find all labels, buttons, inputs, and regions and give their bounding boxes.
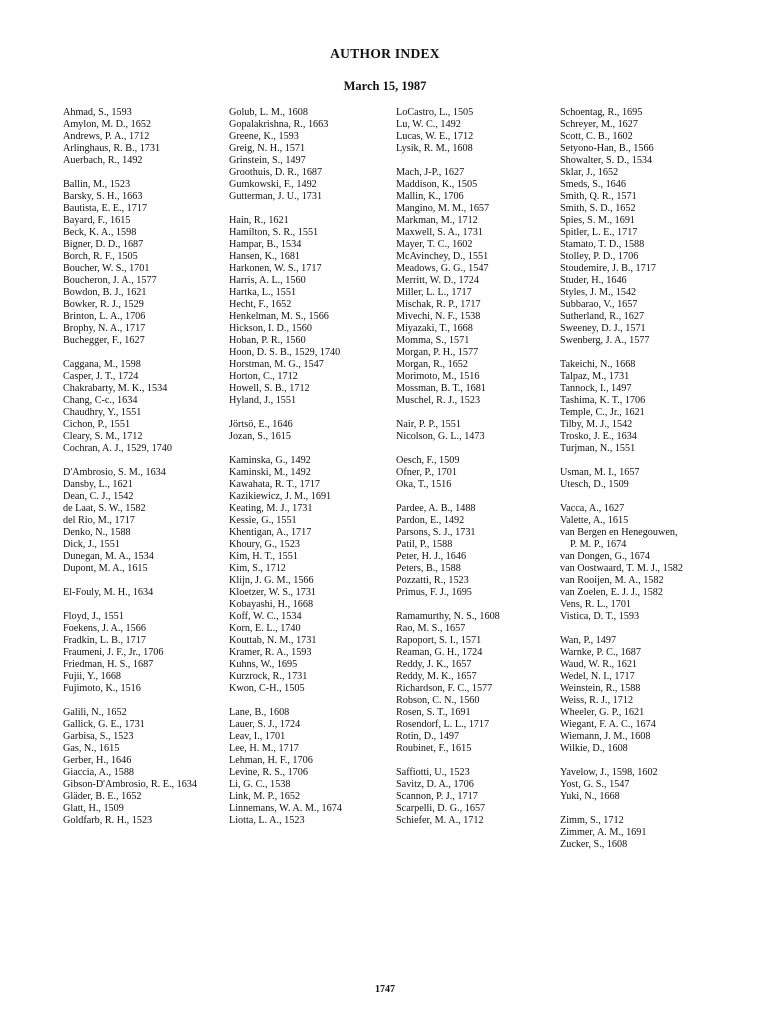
author-entry: Gibson-D'Ambrosio, R. E., 1634 bbox=[63, 779, 197, 790]
author-entry: Barsky, S. H., 1663 bbox=[63, 191, 143, 202]
author-entry: D'Ambrosio, S. M., 1634 bbox=[63, 467, 166, 478]
letter-group bbox=[560, 635, 760, 755]
author-entry: Mallin, K., 1706 bbox=[396, 191, 464, 202]
author-entry: Wiemann, J. M., 1608 bbox=[560, 731, 651, 742]
author-entry: Lehman, H. F., 1706 bbox=[229, 755, 313, 766]
author-entry: Harris, A. L., 1560 bbox=[229, 275, 306, 286]
author-entry: Oesch, F., 1509 bbox=[396, 455, 460, 466]
author-entry: Beck, K. A., 1598 bbox=[63, 227, 137, 238]
letter-group bbox=[229, 419, 419, 443]
author-entry: Kessie, G., 1551 bbox=[229, 515, 297, 526]
letter-group bbox=[396, 455, 586, 491]
author-entry: Lane, B., 1608 bbox=[229, 707, 290, 718]
author-entry: Hyland, J., 1551 bbox=[229, 395, 297, 406]
author-entry: Parsons, S. J., 1731 bbox=[396, 527, 476, 538]
letter-group bbox=[560, 815, 760, 851]
page-number: 1747 bbox=[375, 984, 395, 995]
author-entry: Lu, W. C., 1492 bbox=[396, 119, 461, 130]
letter-group bbox=[396, 611, 586, 755]
author-entry: Andrews, P. A., 1712 bbox=[63, 131, 150, 142]
author-entry: Turjman, N., 1551 bbox=[560, 443, 636, 454]
author-entry: Rosendorf, L. L., 1717 bbox=[396, 719, 490, 730]
author-entry: Greene, K., 1593 bbox=[229, 131, 299, 142]
author-entry: Fradkin, L. B., 1717 bbox=[63, 635, 146, 646]
author-entry: Amylon, M. D., 1652 bbox=[63, 119, 152, 130]
author-entry: Caggana, M., 1598 bbox=[63, 359, 141, 370]
author-entry: Vacca, A., 1627 bbox=[560, 503, 625, 514]
author-entry: Foekens, J. A., 1566 bbox=[63, 623, 146, 634]
author-entry: P. M. P., 1674 bbox=[570, 539, 627, 550]
author-entry: Leav, I., 1701 bbox=[229, 731, 286, 742]
author-entry: Wiegant, F. A. C., 1674 bbox=[560, 719, 656, 730]
author-entry: Lucas, W. E., 1712 bbox=[396, 131, 474, 142]
author-entry: Wedel, N. I., 1717 bbox=[560, 671, 635, 682]
author-entry: Meadows, G. G., 1547 bbox=[396, 263, 489, 274]
author-entry: Kramer, R. A., 1593 bbox=[229, 647, 312, 658]
author-entry: Friedman, H. S., 1687 bbox=[63, 659, 154, 670]
author-entry: LoCastro, L., 1505 bbox=[396, 107, 474, 118]
author-entry: Levine, R. S., 1706 bbox=[229, 767, 308, 778]
author-entry: Fujimoto, K., 1516 bbox=[63, 683, 141, 694]
author-entry: Ahmad, S., 1593 bbox=[63, 107, 132, 118]
author-entry: Spies, S. M., 1691 bbox=[560, 215, 636, 226]
author-entry: Harkonen, W. S., 1717 bbox=[229, 263, 322, 274]
author-entry: Savitz, D. A., 1706 bbox=[396, 779, 474, 790]
author-entry: Hecht, F., 1652 bbox=[229, 299, 292, 310]
author-entry: Bautista, E. E., 1717 bbox=[63, 203, 148, 214]
author-entry: Kobayashi, H., 1668 bbox=[229, 599, 314, 610]
author-entry: Takeichi, N., 1668 bbox=[560, 359, 636, 370]
author-entry: Maddison, K., 1505 bbox=[396, 179, 478, 190]
author-entry: Kazikiewicz, J. M., 1691 bbox=[229, 491, 332, 502]
author-entry: Peter, H. J., 1646 bbox=[396, 551, 467, 562]
author-entry: van Bergen en Henegouwen, bbox=[560, 527, 678, 538]
author-entry: Hamilton, S. R., 1551 bbox=[229, 227, 319, 238]
author-entry: Wheeler, G. P., 1621 bbox=[560, 707, 645, 718]
author-entry: Miller, L. L., 1717 bbox=[396, 287, 472, 298]
author-entry: Rao, M. S., 1657 bbox=[396, 623, 466, 634]
author-entry: Lee, H. M., 1717 bbox=[229, 743, 299, 754]
author-entry: Robson, C. N., 1560 bbox=[396, 695, 480, 706]
author-entry: Peters, B., 1588 bbox=[396, 563, 461, 574]
index-column-3 bbox=[396, 107, 586, 839]
author-entry: Kaminska, G., 1492 bbox=[229, 455, 311, 466]
author-entry: Ofner, P., 1701 bbox=[396, 467, 457, 478]
author-entry: Cichon, P., 1551 bbox=[63, 419, 131, 430]
author-entry: Roubinet, F., 1615 bbox=[396, 743, 472, 754]
author-entry: Swenberg, J. A., 1577 bbox=[560, 335, 650, 346]
author-entry: Chakrabarty, M. K., 1534 bbox=[63, 383, 168, 394]
author-entry: Visticа, D. T., 1593 bbox=[560, 611, 640, 622]
author-entry: Boucheron, J. A., 1577 bbox=[63, 275, 157, 286]
author-entry: Valette, A., 1615 bbox=[560, 515, 629, 526]
author-entry: del Rio, M., 1717 bbox=[63, 515, 135, 526]
author-entry: Li, G. C., 1538 bbox=[229, 779, 291, 790]
author-entry: Fraumeni, J. F., Jr., 1706 bbox=[63, 647, 164, 658]
author-entry: Rosen, S. T., 1691 bbox=[396, 707, 471, 718]
author-entry: Dick, J., 1551 bbox=[63, 539, 120, 550]
letter-group bbox=[63, 359, 253, 455]
author-entry: Gallick, G. E., 1731 bbox=[63, 719, 145, 730]
author-entry: Pardee, A. B., 1488 bbox=[396, 503, 476, 514]
author-entry: Patil, P., 1588 bbox=[396, 539, 453, 550]
letter-group bbox=[63, 179, 253, 347]
author-entry: Greig, N. H., 1571 bbox=[229, 143, 306, 154]
author-entry: Denko, N., 1588 bbox=[63, 527, 131, 538]
author-entry: Garbisa, S., 1523 bbox=[63, 731, 134, 742]
author-entry: Cochran, A. J., 1529, 1740 bbox=[63, 443, 172, 454]
author-entry: Vens, R. L., 1701 bbox=[560, 599, 632, 610]
author-entry: Tilby, M. J., 1542 bbox=[560, 419, 633, 430]
index-column-2 bbox=[229, 107, 419, 839]
author-entry: Lauer, S. J., 1724 bbox=[229, 719, 301, 730]
author-entry: Zimm, S., 1712 bbox=[560, 815, 624, 826]
letter-group bbox=[63, 611, 253, 695]
author-entry: Khentigan, A., 1717 bbox=[229, 527, 312, 538]
author-entry: Lysik, R. M., 1608 bbox=[396, 143, 473, 154]
author-entry: Golub, L. M., 1608 bbox=[229, 107, 308, 118]
author-entry: Gläder, B. E., 1652 bbox=[63, 791, 142, 802]
author-entry: Waud, W. R., 1621 bbox=[560, 659, 638, 670]
author-entry: Chang, C-c., 1634 bbox=[63, 395, 138, 406]
author-entry: Richardson, F. C., 1577 bbox=[396, 683, 493, 694]
author-entry: Goldfarb, R. H., 1523 bbox=[63, 815, 153, 826]
author-entry: Hain, R., 1621 bbox=[229, 215, 289, 226]
author-entry: Hoon, D. S. B., 1529, 1740 bbox=[229, 347, 341, 358]
author-entry: Galili, N., 1652 bbox=[63, 707, 127, 718]
author-entry: Nair, P. P., 1551 bbox=[396, 419, 461, 430]
index-column-4 bbox=[560, 107, 760, 863]
author-entry: Muschel, R. J., 1523 bbox=[396, 395, 481, 406]
author-entry: Groothuis, D. R., 1687 bbox=[229, 167, 323, 178]
author-entry: Boucher, W. S., 1701 bbox=[63, 263, 150, 274]
author-entry: Mivechi, N. F., 1538 bbox=[396, 311, 481, 322]
author-entry: van Zoelen, E. J. J., 1582 bbox=[560, 587, 663, 598]
author-entry: Subbarao, V., 1657 bbox=[560, 299, 638, 310]
author-entry: Morgan, R., 1652 bbox=[396, 359, 468, 370]
author-entry: Mossman, B. T., 1681 bbox=[396, 383, 486, 394]
author-entry: Brinton, L. A., 1706 bbox=[63, 311, 146, 322]
author-entry: Bowdon, B. J., 1621 bbox=[63, 287, 147, 298]
author-entry: Scannon, P. J., 1717 bbox=[396, 791, 478, 802]
author-entry: Nicolson, G. L., 1473 bbox=[396, 431, 485, 442]
author-entry: Chaudhry, Y., 1551 bbox=[63, 407, 142, 418]
author-entry: Dean, C. J., 1542 bbox=[63, 491, 134, 502]
author-entry: Reddy, M. K., 1657 bbox=[396, 671, 477, 682]
author-entry: Miyazaki, T., 1668 bbox=[396, 323, 473, 334]
author-entry: Mangino, M. M., 1657 bbox=[396, 203, 490, 214]
author-entry: Tashima, K. T., 1706 bbox=[560, 395, 646, 406]
author-entry: Buchegger, F., 1627 bbox=[63, 335, 145, 346]
author-entry: Markman, M., 1712 bbox=[396, 215, 478, 226]
author-entry: Hampar, B., 1534 bbox=[229, 239, 302, 250]
author-entry: Tannock, I., 1497 bbox=[560, 383, 632, 394]
author-entry: Trosko, J. E., 1634 bbox=[560, 431, 637, 442]
author-entry: Maxwell, S. A., 1731 bbox=[396, 227, 483, 238]
author-entry: Bowker, R. J., 1529 bbox=[63, 299, 144, 310]
author-entry: Kwon, C-H., 1505 bbox=[229, 683, 305, 694]
author-entry: Linnemans, W. A. M., 1674 bbox=[229, 803, 342, 814]
author-entry: Schiefer, M. A., 1712 bbox=[396, 815, 484, 826]
author-entry: Ballin, M., 1523 bbox=[63, 179, 131, 190]
author-entry: Rotin, D., 1497 bbox=[396, 731, 460, 742]
author-entry: Horstman, M. G., 1547 bbox=[229, 359, 324, 370]
author-entry: Yavelow, J., 1598, 1602 bbox=[560, 767, 658, 778]
author-entry: van Rooijen, M. A., 1582 bbox=[560, 575, 664, 586]
author-entry: Primus, F. J., 1695 bbox=[396, 587, 472, 598]
author-entry: Usman, M. I., 1657 bbox=[560, 467, 640, 478]
author-entry: Zimmer, A. M., 1691 bbox=[560, 827, 647, 838]
author-entry: Mach, J-P., 1627 bbox=[396, 167, 465, 178]
author-entry: Jozan, S., 1615 bbox=[229, 431, 291, 442]
author-entry: Hickson, I. D., 1560 bbox=[229, 323, 312, 334]
author-entry: Gumkowski, F., 1492 bbox=[229, 179, 317, 190]
author-entry: Sklar, J., 1652 bbox=[560, 167, 619, 178]
author-entry: Keating, M. J., 1731 bbox=[229, 503, 313, 514]
letter-group bbox=[63, 467, 253, 575]
author-entry: Studer, H., 1646 bbox=[560, 275, 627, 286]
author-entry: Smith, Q. R., 1571 bbox=[560, 191, 637, 202]
author-entry: Giaccia, A., 1588 bbox=[63, 767, 135, 778]
author-entry: Kawahata, R. T., 1717 bbox=[229, 479, 321, 490]
author-entry: Schoentag, R., 1695 bbox=[560, 107, 643, 118]
author-entry: Weinstein, R., 1588 bbox=[560, 683, 641, 694]
author-entry: El-Fouly, M. H., 1634 bbox=[63, 587, 154, 598]
author-entry: Scott, C. B., 1602 bbox=[560, 131, 633, 142]
author-entry: Rapoport, S. I., 1571 bbox=[396, 635, 482, 646]
author-entry: Morimoto, M., 1516 bbox=[396, 371, 480, 382]
author-entry: Borch, R. F., 1505 bbox=[63, 251, 138, 262]
author-entry: Yost, G. S., 1547 bbox=[560, 779, 630, 790]
author-entry: Hansen, K., 1681 bbox=[229, 251, 301, 262]
author-entry: van Oostwaard, T. M. J., 1582 bbox=[560, 563, 683, 574]
author-entry: Kuhns, W., 1695 bbox=[229, 659, 298, 670]
author-entry: Brophy, N. A., 1717 bbox=[63, 323, 146, 334]
author-entry: Link, M. P., 1652 bbox=[229, 791, 301, 802]
author-entry: Gas, N., 1615 bbox=[63, 743, 120, 754]
author-entry: Howell, S. B., 1712 bbox=[229, 383, 310, 394]
author-entry: Hartka, L., 1551 bbox=[229, 287, 297, 298]
author-entry: de Laat, S. W., 1582 bbox=[63, 503, 146, 514]
author-entry: Koff, W. C., 1534 bbox=[229, 611, 302, 622]
author-entry: Oka, T., 1516 bbox=[396, 479, 452, 490]
author-entry: Temple, C., Jr., 1621 bbox=[560, 407, 645, 418]
letter-group bbox=[63, 707, 253, 827]
author-entry: Morgan, P. H., 1577 bbox=[396, 347, 479, 358]
author-entry: Kloetzer, W. S., 1731 bbox=[229, 587, 317, 598]
page-title: AUTHOR INDEX bbox=[330, 46, 440, 61]
author-entry: Setyono-Han, B., 1566 bbox=[560, 143, 654, 154]
author-entry: Zucker, S., 1608 bbox=[560, 839, 628, 850]
author-entry: Korn, E. L., 1740 bbox=[229, 623, 301, 634]
author-entry: Stoudemire, J. B., 1717 bbox=[560, 263, 656, 274]
author-entry: Wilkie, D., 1608 bbox=[560, 743, 628, 754]
author-entry: Bigner, D. D., 1687 bbox=[63, 239, 144, 250]
issue-date: March 15, 1987 bbox=[343, 79, 427, 93]
author-entry: Mischak, R. P., 1717 bbox=[396, 299, 481, 310]
author-entry: Liotta, L. A., 1523 bbox=[229, 815, 305, 826]
letter-group bbox=[229, 215, 419, 407]
letter-group bbox=[229, 455, 419, 695]
author-entry: Smith, S. D., 1652 bbox=[560, 203, 636, 214]
author-entry: Floyd, J., 1551 bbox=[63, 611, 124, 622]
author-entry: Auerbach, R., 1492 bbox=[63, 155, 143, 166]
author-entry: Fujii, Y., 1668 bbox=[63, 671, 122, 682]
letter-group bbox=[396, 503, 586, 599]
letter-group bbox=[560, 467, 760, 491]
author-entry: Merritt, W. D., 1724 bbox=[396, 275, 479, 286]
author-entry: Kurzrock, R., 1731 bbox=[229, 671, 308, 682]
author-entry: Stamato, T. D., 1588 bbox=[560, 239, 645, 250]
author-entry: Stolley, P. D., 1706 bbox=[560, 251, 639, 262]
author-entry: Kouttab, N. M., 1731 bbox=[229, 635, 317, 646]
author-entry: Casper, J. T., 1724 bbox=[63, 371, 139, 382]
author-entry: van Dongen, G., 1674 bbox=[560, 551, 650, 562]
author-entry: Reaman, G. H., 1724 bbox=[396, 647, 483, 658]
author-entry: Kim, H. T., 1551 bbox=[229, 551, 298, 562]
author-entry: Henkelman, M. S., 1566 bbox=[229, 311, 329, 322]
author-entry: Gopalakrishna, R., 1663 bbox=[229, 119, 329, 130]
author-entry: Styles, J. M., 1542 bbox=[560, 287, 637, 298]
author-entry: Dansby, L., 1621 bbox=[63, 479, 133, 490]
author-entry: Talpaz, M., 1731 bbox=[560, 371, 630, 382]
author-entry: Horton, C., 1712 bbox=[229, 371, 298, 382]
author-entry: Glatt, H., 1509 bbox=[63, 803, 124, 814]
author-entry: Bayard, F., 1615 bbox=[63, 215, 131, 226]
letter-group bbox=[396, 767, 586, 827]
author-entry: Sutherland, R., 1627 bbox=[560, 311, 645, 322]
author-entry: Scarpelli, D. G., 1657 bbox=[396, 803, 486, 814]
author-entry: Spitler, L. E., 1717 bbox=[560, 227, 638, 238]
index-column-1 bbox=[63, 107, 253, 839]
letter-group bbox=[229, 107, 419, 203]
author-entry: Pozzatti, R., 1523 bbox=[396, 575, 469, 586]
letter-group bbox=[396, 419, 586, 443]
author-entry: Warnke, P. C., 1687 bbox=[560, 647, 641, 658]
author-entry: Grinstein, S., 1497 bbox=[229, 155, 306, 166]
author-entry: Showalter, S. D., 1534 bbox=[560, 155, 653, 166]
author-entry: Hoban, P. R., 1560 bbox=[229, 335, 306, 346]
author-entry: Klijn, J. G. M., 1566 bbox=[229, 575, 314, 586]
author-entry: Dunegan, M. A., 1534 bbox=[63, 551, 154, 562]
letter-group bbox=[63, 107, 253, 167]
author-entry: Schreyer, M., 1627 bbox=[560, 119, 638, 130]
author-entry: Reddy, J. K., 1657 bbox=[396, 659, 472, 670]
letter-group bbox=[560, 107, 760, 347]
author-entry: Khoury, G., 1523 bbox=[229, 539, 300, 550]
author-entry: Kaminski, M., 1492 bbox=[229, 467, 311, 478]
author-entry: McAvinchey, D., 1551 bbox=[396, 251, 489, 262]
letter-group bbox=[560, 767, 760, 803]
letter-group bbox=[560, 359, 760, 455]
author-entry: Gerber, H., 1646 bbox=[63, 755, 132, 766]
author-entry: Arlinghaus, R. B., 1731 bbox=[63, 143, 161, 154]
author-entry: Mayer, T. C., 1602 bbox=[396, 239, 473, 250]
author-entry: Cleary, S. M., 1712 bbox=[63, 431, 143, 442]
author-entry: Sweeney, D. J., 1571 bbox=[560, 323, 646, 334]
author-entry: Smeds, S., 1646 bbox=[560, 179, 626, 190]
letter-group bbox=[396, 167, 586, 407]
letter-group bbox=[63, 587, 253, 599]
author-entry: Yuki, N., 1668 bbox=[560, 791, 620, 802]
letter-group bbox=[229, 707, 419, 827]
author-entry: Dupont, M. A., 1615 bbox=[63, 563, 148, 574]
author-entry: Saffiotti, U., 1523 bbox=[396, 767, 470, 778]
letter-group bbox=[560, 503, 760, 623]
author-entry: Pardon, E., 1492 bbox=[396, 515, 465, 526]
author-entry: Utesch, D., 1509 bbox=[560, 479, 629, 490]
author-entry: Gutterman, J. U., 1731 bbox=[229, 191, 323, 202]
author-entry: Wan, P., 1497 bbox=[560, 635, 617, 646]
author-entry: Jörtsö, E., 1646 bbox=[229, 419, 293, 430]
author-entry: Ramamurthy, N. S., 1608 bbox=[396, 611, 500, 622]
author-entry: Kim, S., 1712 bbox=[229, 563, 286, 574]
author-entry: Weiss, R. J., 1712 bbox=[560, 695, 634, 706]
author-entry: Momma, S., 1571 bbox=[396, 335, 470, 346]
letter-group bbox=[396, 107, 586, 155]
